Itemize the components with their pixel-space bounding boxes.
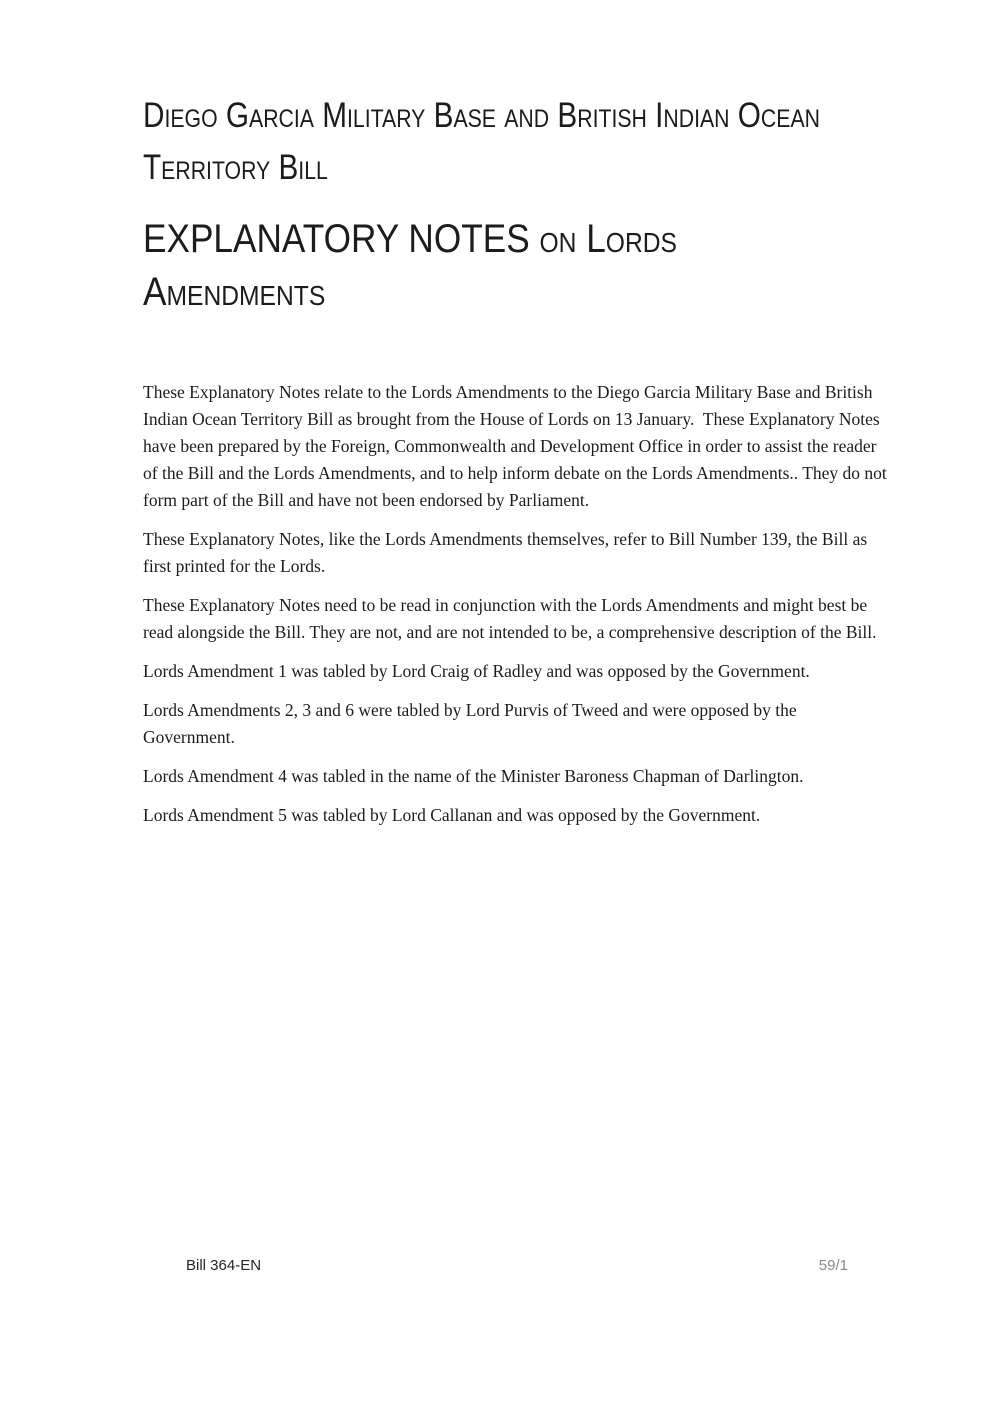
paragraph-amendment-4: Lords Amendment 4 was tabled in the name of the Minister Baroness Chapman of Darlington. <box>143 766 804 786</box>
bill-title-line1: Diego Garcia Military Base and British Indian Ocean <box>143 96 820 135</box>
paragraph-amendment-5: Lords Amendment 5 was tabled by Lord Callanan and was opposed by the Government. <box>143 805 761 825</box>
bill-title-line2: Territory Bill <box>143 148 328 187</box>
paragraph-read-in-conjunction: These Explanatory Notes need to be read in conjunction with the Lords Amendments and might best be read alongside the Bill. They are not, and are not intended to be, a comprehensive description of the Bill. <box>143 595 877 642</box>
bill-reference: Bill 364-EN <box>186 1257 262 1274</box>
paragraph-amendment-1: Lords Amendment 1 was tabled by Lord Craig of Radley and was opposed by the Government. <box>143 661 810 681</box>
page-footer <box>186 1256 848 1276</box>
paragraph-bill-number: These Explanatory Notes, like the Lords Amendments themselves, refer to Bill Number 139, the Bill as first printed for the Lords. <box>143 529 872 576</box>
paragraph-amendments-2-3-6: Lords Amendments 2, 3 and 6 were tabled by Lord Purvis of Tweed and were opposed by the Government. <box>143 700 801 747</box>
page-number: 59/1 <box>818 1257 848 1274</box>
body-text <box>143 379 890 829</box>
paragraph-intro: These Explanatory Notes relate to the Lords Amendments to the Diego Garcia Military Base and British Indian Ocean Territory Bill as brought from the House of Lords on 13 January. These Explanatory Notes have been prepared by the Foreign, Commonwealth and Development Office in order to assist the reader of the Bill and the Lords Amendments, and to help inform debate on the Lords Amendments.. They do not form part of the Bill and have not been endorsed by Parliament. <box>143 382 892 510</box>
bill-title <box>143 90 820 194</box>
explanatory-notes-heading <box>143 213 800 319</box>
explanatory-notes-heading-line1: EXPLANATORY NOTES on Lords <box>143 217 677 261</box>
explanatory-notes-heading-line2: Amendments <box>143 270 326 314</box>
